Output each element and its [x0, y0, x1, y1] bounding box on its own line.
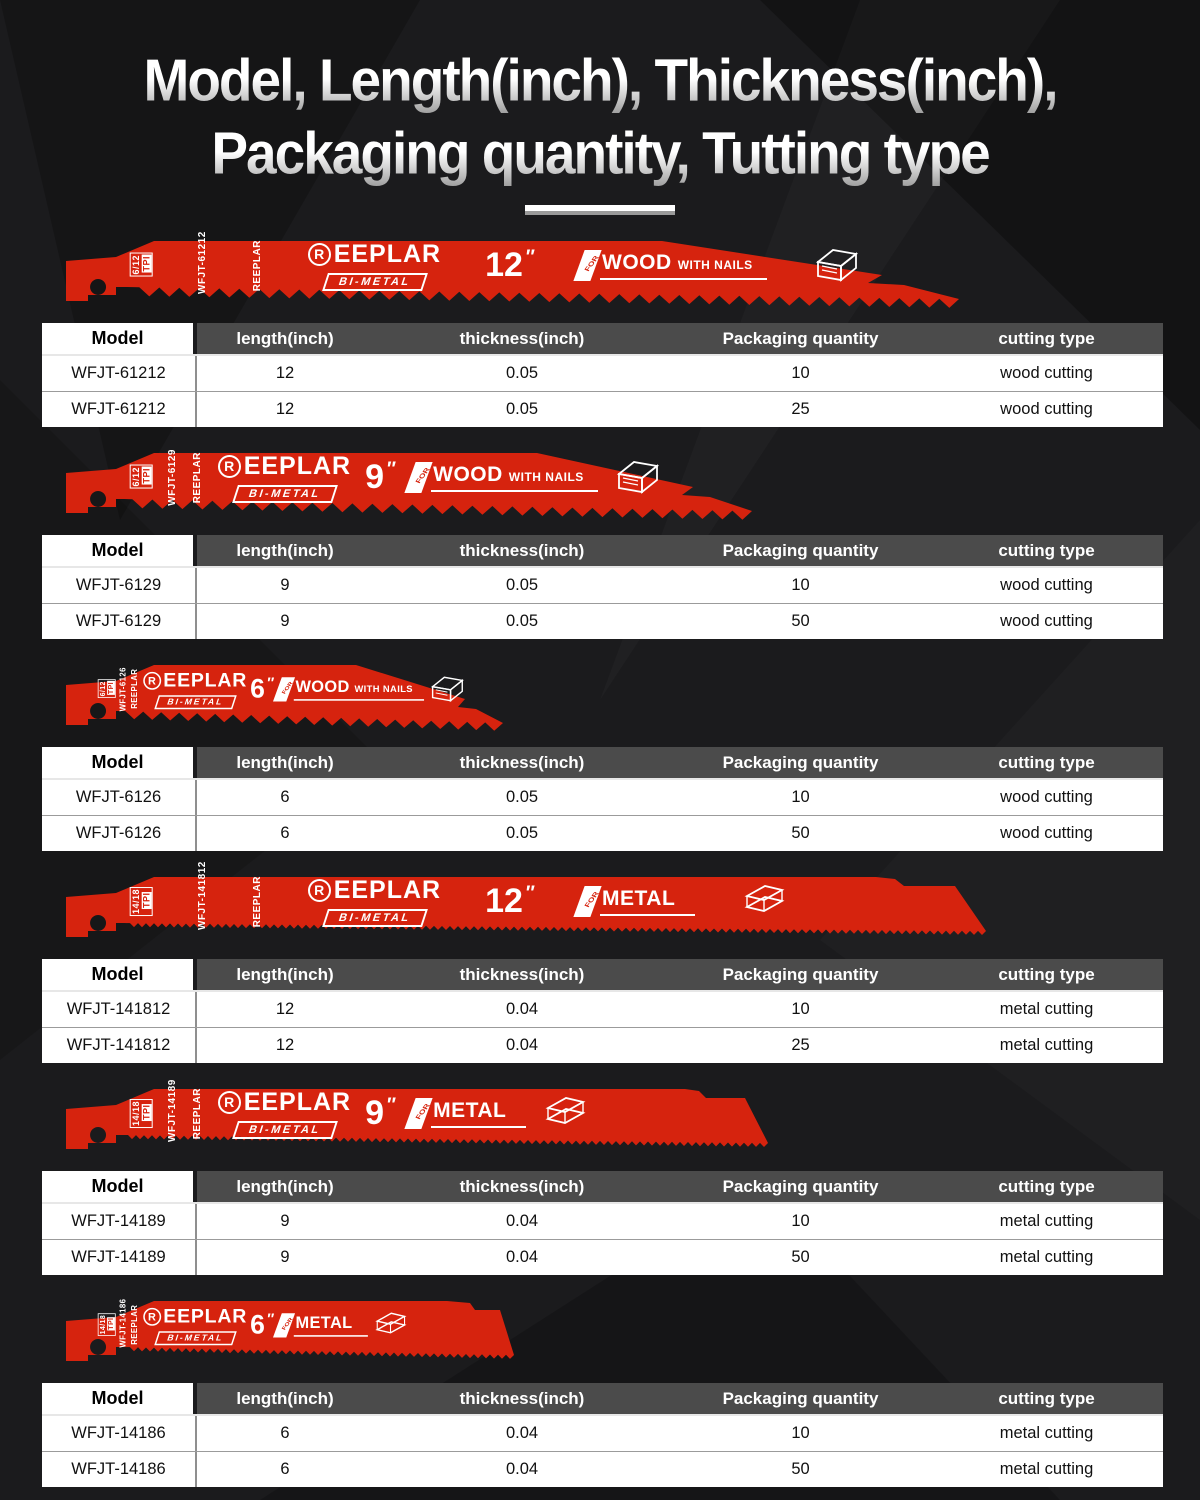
tpi-unit: TPI [141, 468, 152, 484]
col-header-model: Model [42, 747, 197, 778]
cell-length: 12 [275, 1000, 295, 1019]
table-header-row [42, 535, 1163, 568]
blade-size-label [365, 1094, 396, 1133]
cut-material-main: METAL [433, 1098, 507, 1122]
tpi-unit: TPI [141, 1104, 152, 1120]
cell-thickness: 0.04 [505, 1248, 539, 1267]
tpi-value: 6/12 [98, 681, 107, 697]
col-header-packaging: Packaging quantity [671, 535, 930, 566]
inch-mark: ″ [387, 458, 397, 480]
logo-r-circle-icon: R [308, 879, 331, 902]
cell-qty: 10 [791, 1212, 810, 1231]
cell-model: WFJT-61212 [42, 392, 197, 427]
blade-size-label [365, 458, 396, 497]
col-header-model: Model [42, 323, 197, 354]
cell-cutting: wood cutting [1000, 824, 1093, 843]
metal-profiles-icon [739, 881, 789, 921]
table-row [42, 568, 1163, 604]
col-header-cutting: cutting type [930, 535, 1163, 566]
cell-thickness: 0.05 [505, 364, 539, 383]
cell-model: WFJT-6129 [42, 604, 197, 639]
tpi-label [130, 465, 153, 489]
cell-cutting: metal cutting [999, 1424, 1094, 1443]
logo-r-circle-icon: R [218, 1091, 241, 1114]
cell-length: 12 [275, 364, 295, 383]
page-title-line1: Model, Length(inch), Thickness(inch), [0, 41, 1200, 119]
col-header-thickness: thickness(inch) [373, 959, 671, 990]
size-number: 12 [485, 245, 523, 284]
cell-thickness: 0.05 [505, 576, 539, 595]
for-slash-icon [273, 677, 295, 701]
cell-cutting: metal cutting [999, 1460, 1094, 1479]
col-header-model: Model [42, 1383, 197, 1414]
spec-table-wood-12 [42, 323, 1163, 427]
bimetal-badge: BI-METAL [322, 909, 428, 927]
page-header [0, 0, 1200, 215]
blade-print-labels [130, 861, 789, 931]
spec-table-wood-9 [42, 535, 1163, 639]
reeplar-logo [143, 1305, 247, 1345]
reeplar-logo [308, 240, 441, 291]
cell-qty: 10 [791, 1424, 810, 1443]
tpi-value: 6/12 [131, 255, 141, 275]
for-slash-icon [404, 1098, 432, 1129]
table-row [42, 992, 1163, 1028]
tpi-unit: TPI [106, 682, 115, 695]
col-header-thickness: thickness(inch) [373, 1383, 671, 1414]
size-number: 6 [250, 1309, 265, 1340]
saw-blade-image-wood-6 [58, 655, 510, 745]
cell-qty: 50 [791, 824, 810, 843]
blade-model-vertical: WFJT-141812 [196, 861, 208, 931]
product-section-metal-6 [0, 1291, 1200, 1487]
cell-cutting: wood cutting [1000, 788, 1093, 807]
blade-brand-vertical: REEPLAR [192, 451, 204, 503]
col-header-thickness: thickness(inch) [373, 323, 671, 354]
product-section-wood-9 [0, 443, 1200, 639]
cut-material-sub: WITH NAILS [354, 683, 413, 695]
cut-material-main: WOOD [433, 462, 503, 486]
title-underline-bar [525, 205, 675, 215]
cell-length: 9 [280, 612, 290, 631]
inch-mark: ″ [267, 674, 275, 692]
cell-qty: 50 [791, 612, 810, 631]
cut-material-main: METAL [602, 886, 676, 910]
blade-print-labels [130, 1079, 590, 1143]
cell-qty: 25 [791, 1036, 810, 1055]
blade-print-labels [98, 667, 466, 711]
reeplar-logo [143, 669, 247, 709]
col-header-thickness: thickness(inch) [373, 747, 671, 778]
size-number: 9 [365, 457, 385, 496]
blade-type-label [579, 250, 767, 281]
cell-thickness: 0.05 [505, 612, 539, 631]
tpi-value: 14/18 [131, 1100, 141, 1126]
spec-table-metal-6 [42, 1383, 1163, 1487]
cell-cutting: metal cutting [999, 1212, 1094, 1231]
table-row [42, 356, 1163, 392]
cell-thickness: 0.04 [505, 1212, 539, 1231]
blade-model-vertical: WFJT-61212 [196, 231, 208, 295]
cell-length: 6 [280, 824, 290, 843]
cell-cutting: metal cutting [999, 1036, 1094, 1055]
tpi-unit: TPI [141, 892, 152, 908]
col-header-packaging: Packaging quantity [671, 747, 930, 778]
cell-cutting: metal cutting [999, 1248, 1094, 1267]
cell-thickness: 0.05 [505, 824, 539, 843]
cell-thickness: 0.04 [505, 1036, 539, 1055]
saw-blade-image-metal-9 [58, 1079, 770, 1169]
blade-print-labels [130, 449, 662, 505]
for-slash-icon [273, 1313, 295, 1337]
col-header-model: Model [42, 1171, 197, 1202]
wood-block-icon [612, 457, 662, 497]
for-text: FOR [582, 254, 601, 273]
product-section-wood-12 [0, 231, 1200, 427]
for-text: FOR [280, 680, 295, 695]
table-header-row [42, 959, 1163, 992]
col-header-length: length(inch) [197, 535, 373, 566]
for-slash-icon [573, 250, 601, 281]
saw-blade-image-wood-12 [58, 231, 973, 321]
col-header-packaging: Packaging quantity [671, 1171, 930, 1202]
cell-length: 12 [275, 1036, 295, 1055]
tpi-label [130, 1099, 153, 1128]
table-row [42, 1028, 1163, 1063]
saw-blade-image-wood-9 [58, 443, 763, 533]
cell-qty: 10 [791, 576, 810, 595]
product-section-metal-9 [0, 1079, 1200, 1275]
cut-material-main: METAL [295, 1313, 353, 1332]
saw-blade-image-metal-12 [58, 861, 988, 957]
col-header-cutting: cutting type [930, 323, 1163, 354]
blade-model-vertical: WFJT-14186 [118, 1298, 128, 1348]
col-header-cutting: cutting type [930, 747, 1163, 778]
col-header-length: length(inch) [197, 1383, 373, 1414]
spec-table-metal-12 [42, 959, 1163, 1063]
metal-profiles-icon [371, 1310, 410, 1341]
logo-r-circle-icon: R [218, 455, 241, 478]
cell-length: 6 [280, 1424, 290, 1443]
cell-length: 6 [280, 1460, 290, 1479]
page-title-line2: Packaging quantity, Tutting type [0, 114, 1200, 192]
logo-wordmark: EEPLAR [333, 239, 442, 268]
logo-wordmark: EEPLAR [163, 669, 248, 692]
tpi-value: 14/18 [98, 1315, 107, 1335]
col-header-packaging: Packaging quantity [671, 323, 930, 354]
reeplar-logo [218, 1088, 351, 1139]
for-text: FOR [582, 890, 601, 909]
for-slash-icon [573, 886, 601, 917]
cell-qty: 50 [791, 1460, 810, 1479]
cell-qty: 50 [791, 1248, 810, 1267]
tpi-label [130, 887, 153, 916]
blade-model-vertical: WFJT-14189 [166, 1079, 178, 1143]
cell-length: 9 [280, 1212, 290, 1231]
blade-brand-vertical: REEPLAR [192, 1087, 204, 1139]
bimetal-badge: BI-METAL [232, 1121, 338, 1139]
inch-mark: ″ [525, 882, 536, 904]
cell-model: WFJT-6126 [42, 780, 197, 815]
blade-model-vertical: WFJT-6129 [166, 448, 178, 506]
cut-material-main: WOOD [602, 250, 672, 274]
bimetal-badge: BI-METAL [322, 273, 428, 291]
table-row [42, 1452, 1163, 1487]
table-header-row [42, 747, 1163, 780]
cell-model: WFJT-141812 [42, 992, 197, 1027]
table-row [42, 816, 1163, 851]
blade-type-label [410, 1098, 526, 1129]
col-header-packaging: Packaging quantity [671, 959, 930, 990]
cell-thickness: 0.04 [505, 1000, 539, 1019]
col-header-packaging: Packaging quantity [671, 1383, 930, 1414]
col-header-thickness: thickness(inch) [373, 535, 671, 566]
blade-type-label [579, 886, 695, 917]
col-header-cutting: cutting type [930, 1171, 1163, 1202]
metal-profiles-icon [540, 1093, 590, 1133]
table-row [42, 1240, 1163, 1275]
blade-print-labels [130, 231, 861, 295]
product-section-wood-6 [0, 655, 1200, 851]
blade-type-label [277, 677, 423, 701]
cell-model: WFJT-14189 [42, 1204, 197, 1239]
col-header-length: length(inch) [197, 959, 373, 990]
product-section-metal-12 [0, 861, 1200, 1063]
tpi-unit: TPI [141, 256, 152, 272]
table-row [42, 780, 1163, 816]
spec-table-wood-6 [42, 747, 1163, 851]
saw-blade-image-metal-6 [58, 1291, 516, 1381]
logo-wordmark: EEPLAR [333, 875, 442, 904]
col-header-cutting: cutting type [930, 959, 1163, 990]
for-text: FOR [413, 466, 432, 485]
col-header-length: length(inch) [197, 1171, 373, 1202]
tpi-unit: TPI [106, 1318, 115, 1331]
logo-r-circle-icon: R [308, 243, 331, 266]
size-number: 6 [250, 673, 265, 704]
blade-brand-vertical: REEPLAR [130, 669, 140, 710]
cell-model: WFJT-14189 [42, 1240, 197, 1275]
logo-wordmark: EEPLAR [243, 451, 352, 480]
cell-thickness: 0.04 [505, 1424, 539, 1443]
blade-print-labels [98, 1298, 410, 1348]
table-header-row [42, 1383, 1163, 1416]
cell-model: WFJT-6126 [42, 816, 197, 851]
cut-material-sub: WITH NAILS [677, 257, 753, 272]
table-header-row [42, 1171, 1163, 1204]
cell-model: WFJT-141812 [42, 1028, 197, 1063]
inch-mark: ″ [525, 246, 536, 268]
cell-cutting: wood cutting [1000, 612, 1093, 631]
blade-brand-vertical: REEPLAR [130, 1305, 140, 1346]
cell-qty: 10 [791, 788, 810, 807]
blade-type-label [410, 462, 598, 493]
logo-r-circle-icon: R [143, 1308, 161, 1326]
col-header-model: Model [42, 535, 197, 566]
tpi-label [98, 680, 116, 698]
table-row [42, 392, 1163, 427]
cell-length: 9 [280, 1248, 290, 1267]
bimetal-badge: BI-METAL [232, 485, 338, 503]
col-header-length: length(inch) [197, 323, 373, 354]
cell-qty: 10 [791, 1000, 810, 1019]
tpi-label [130, 253, 153, 277]
blade-size-label [250, 1310, 274, 1340]
blade-type-label [277, 1313, 368, 1337]
tpi-value: 6/12 [131, 467, 141, 487]
cell-model: WFJT-6129 [42, 568, 197, 603]
logo-r-circle-icon: R [143, 672, 161, 690]
bimetal-badge: BI-METAL [154, 1331, 236, 1345]
logo-wordmark: EEPLAR [163, 1305, 248, 1328]
for-slash-icon [404, 462, 432, 493]
tpi-label [98, 1314, 116, 1337]
blade-brand-vertical: REEPLAR [252, 875, 264, 927]
reeplar-logo [308, 876, 441, 927]
cell-model: WFJT-14186 [42, 1452, 197, 1487]
cut-material-main: WOOD [295, 677, 350, 696]
cell-cutting: wood cutting [1000, 400, 1093, 419]
inch-mark: ″ [387, 1094, 397, 1116]
size-number: 12 [485, 881, 523, 920]
spec-table-metal-9 [42, 1171, 1163, 1275]
cell-thickness: 0.05 [505, 400, 539, 419]
cell-length: 12 [275, 400, 295, 419]
cell-qty: 10 [791, 364, 810, 383]
col-header-cutting: cutting type [930, 1383, 1163, 1414]
cell-qty: 25 [791, 400, 810, 419]
col-header-thickness: thickness(inch) [373, 1171, 671, 1202]
tpi-value: 14/18 [131, 888, 141, 914]
table-row [42, 1204, 1163, 1240]
cell-length: 9 [280, 576, 290, 595]
for-text: FOR [280, 1316, 295, 1331]
reeplar-logo [218, 452, 351, 503]
cell-length: 6 [280, 788, 290, 807]
inch-mark: ″ [267, 1310, 275, 1328]
size-number: 9 [365, 1093, 385, 1132]
cell-thickness: 0.04 [505, 1460, 539, 1479]
table-row [42, 604, 1163, 639]
cell-cutting: wood cutting [1000, 364, 1093, 383]
wood-block-icon [811, 245, 861, 285]
cell-model: WFJT-14186 [42, 1416, 197, 1451]
blade-model-vertical: WFJT-6126 [118, 667, 128, 712]
cell-model: WFJT-61212 [42, 356, 197, 391]
table-row [42, 1416, 1163, 1452]
bimetal-badge: BI-METAL [154, 695, 236, 709]
blade-brand-vertical: REEPLAR [252, 239, 264, 291]
logo-wordmark: EEPLAR [243, 1087, 352, 1116]
cell-thickness: 0.05 [505, 788, 539, 807]
cut-material-sub: WITH NAILS [508, 469, 584, 484]
blade-size-label [485, 882, 535, 921]
col-header-length: length(inch) [197, 747, 373, 778]
blade-size-label [250, 674, 274, 704]
cell-cutting: metal cutting [999, 1000, 1094, 1019]
for-text: FOR [413, 1102, 432, 1121]
col-header-model: Model [42, 959, 197, 990]
blade-size-label [485, 246, 535, 285]
table-header-row [42, 323, 1163, 356]
cell-cutting: wood cutting [1000, 576, 1093, 595]
wood-block-icon [427, 674, 466, 705]
